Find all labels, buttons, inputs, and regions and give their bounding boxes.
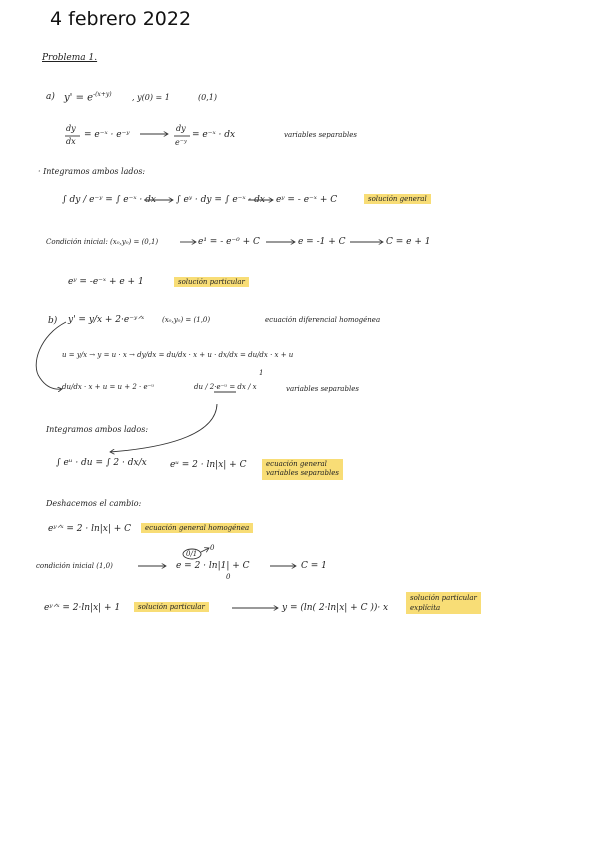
cond-b-circle: 0/1 <box>186 550 198 558</box>
sol-particular-b-highlight: solución particular <box>134 602 209 612</box>
subst-eq: u = y/x → y = u · x → dy/dx = du/dx · x + u · dx/dx = du/dx · x + u <box>62 351 294 359</box>
int-b-eq: ∫ eᵘ · du = ∫ 2 · dx/x <box>56 458 147 468</box>
problem-heading: Problema 1. <box>42 53 98 63</box>
int-eq2: ∫ eʸ · dy = ∫ e⁻ˣ · dx <box>176 195 266 205</box>
sol-part-expl-highlight: solución particular explícita <box>406 592 481 614</box>
dydx-num: dy <box>66 124 76 133</box>
page-title: 4 febrero 2022 <box>50 8 192 30</box>
ode-b: y' = y/x + 2·e⁻ʸᐟˣ <box>68 315 145 325</box>
deshacemos: Deshacemos el cambio: <box>46 499 142 508</box>
sep-note-b: variables separables <box>286 385 359 393</box>
sub2-eq: du/dx · x + u = u + 2 · e⁻ᵘ <box>62 383 155 391</box>
part-b-label: b) <box>48 316 58 326</box>
sol-particular-a-highlight: solución particular <box>174 277 249 287</box>
integramos-a: · Integramos ambos lados: <box>38 167 146 176</box>
arrow <box>201 548 209 552</box>
gen-homog-highlight: ecuación general homogénea <box>141 523 253 533</box>
cond-a-eq2: e = -1 + C <box>298 237 346 247</box>
sep-den: e⁻ʸ <box>175 138 187 147</box>
sub2-res: du / 2·e⁻ᵘ = dx / x <box>194 383 257 391</box>
part-a-label: a) <box>46 92 55 102</box>
cond-b-eq: e = 2 · ln|1| + C <box>176 561 250 571</box>
cond-a-eq1: e¹ = - e⁻⁰ + C <box>198 237 260 247</box>
ode-b-point: (x₀,y₀) = (1,0) <box>162 316 211 324</box>
sep-right: = e⁻ˣ · dx <box>192 130 236 140</box>
cond-b-zero-top: 0 <box>210 544 215 552</box>
cond-b-label: condición inicial (1,0) <box>36 562 113 570</box>
int-b-res: eᵘ = 2 · ln|x| + C <box>170 460 247 470</box>
ode-b-type: ecuación diferencial homogénea <box>265 316 381 324</box>
cond-b-zero-bot: 0 <box>226 573 231 581</box>
subst-frac-one: 1 <box>259 369 264 377</box>
ode-a-point: (0,1) <box>198 93 217 102</box>
sol-general-highlight: solución general <box>364 194 431 204</box>
sep-note: variables separables <box>284 131 357 139</box>
integramos-b: Integramos ambos lados: <box>46 425 149 434</box>
sep-num: dy <box>176 124 186 133</box>
int-eq3: eʸ = - e⁻ˣ + C <box>276 195 338 205</box>
ode-a: $y' = e^{-(x+y)}$ <box>64 91 112 104</box>
cond-a-label: Condición inicial: (x₀,y₀) = (0,1) <box>46 238 159 246</box>
ode-a-condition: , y(0) = 1 <box>132 93 170 102</box>
part-a-eq: eʸ = -e⁻ˣ + e + 1 <box>68 277 144 287</box>
cond-a-eq3: C = e + 1 <box>386 237 431 247</box>
gen-sep-highlight: ecuación general variables separables <box>262 459 343 480</box>
part-b-eq: eʸᐟˣ = 2·ln|x| + 1 <box>44 603 121 613</box>
explicit-eq: y = (ln( 2·ln|x| + C ))· x <box>282 603 389 613</box>
cond-b-res: C = 1 <box>301 561 327 571</box>
int-eq1: ∫ dy / e⁻ʸ = ∫ e⁻ˣ · dx <box>62 195 156 205</box>
sep-mid: = e⁻ˣ · e⁻ʸ <box>84 130 130 140</box>
desh-eq: eʸᐟˣ = 2 · ln|x| + C <box>48 524 132 534</box>
dydx-den: dx <box>66 137 76 146</box>
